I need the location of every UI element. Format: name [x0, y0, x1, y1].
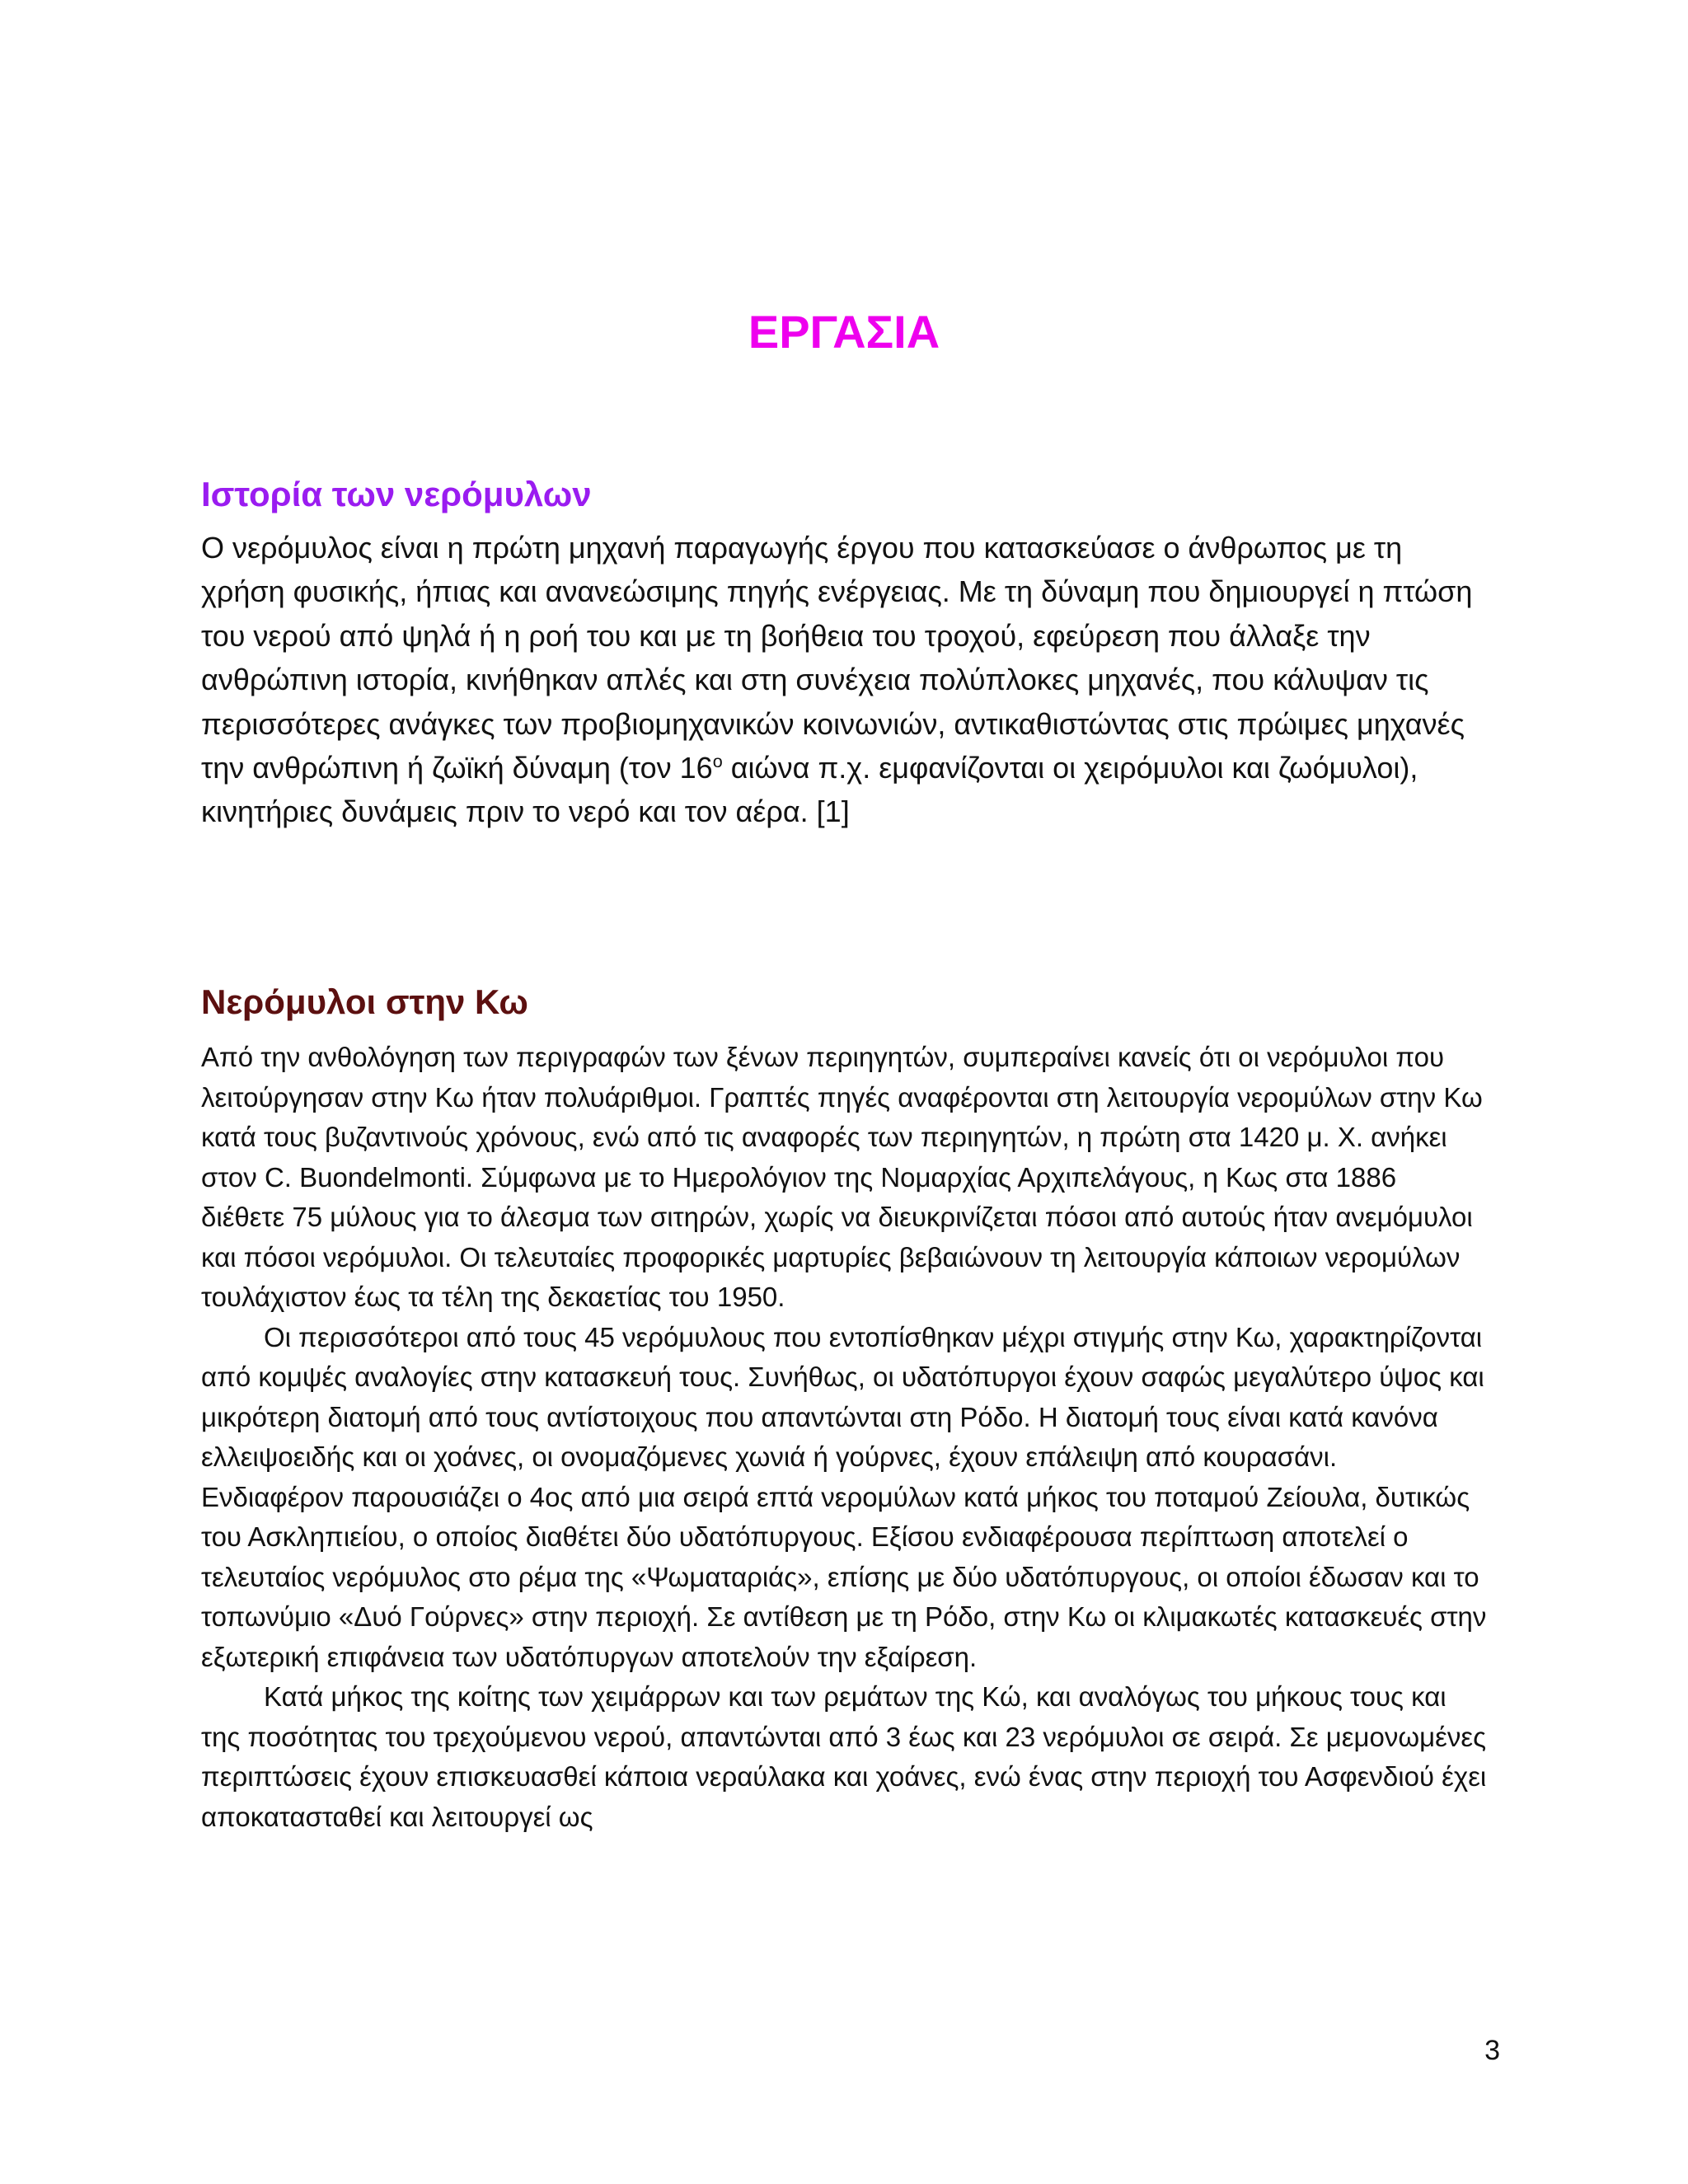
page-title: ΕΡΓΑΣΙΑ	[748, 306, 940, 358]
superscript-ordinal: ο	[712, 751, 723, 772]
section-history	[201, 470, 1487, 834]
section-paragraph	[201, 526, 1487, 834]
section-paragraph: Από την ανθολόγηση των περιγραφών των ξένων περιηγητών, συμπεραίνει κανείς ότι οι νερόμυλοι που λειτούργησαν στην Κω ήταν πολυάριθμοι. Γραπτές πηγές αναφέρονται στη λειτουργία νερομύλων στην Κω κατά τους βυζαντινούς χρόνους, ενώ από τις αναφορές των περιηγητών, η πρώτη στα 1420 μ. Χ. ανήκει στον C. Buondelmonti. Σύμφωνα με το Ημερολόγιον της Νομαρχίας Αρχιπελάγους, η Κως στα 1886 διέθετε 75 μύλους για το άλεσμα των σιτηρών, χωρίς να διευκρινίζεται πόσοι από αυτούς ήταν ανεμόμυλοι και πόσοι νερόμυλοι. Οι τελευταίες προφορικές μαρτυρίες βεβαιώνουν τη λειτουργία κάποιων νερομύλων τουλάχιστον έως τα τέλη της δεκαετίας του 1950.	[201, 1042, 1483, 1312]
section-kos	[201, 977, 1487, 1837]
section-heading-kos: Νερόμυλοι στην Κω	[201, 982, 528, 1021]
page-number: 3	[1484, 2035, 1500, 2066]
section-paragraph: Κατά μήκος της κοίτης των χειμάρρων και των ρεμάτων της Κώ, και αναλόγως του μήκους τους και της ποσότητας του τρεχούμενου νερού, απαντώνται από 3 έως και 23 νερόμυλοι σε σειρά. Σε μεμονωμένες περιπτώσεις έχουν επισκευασθεί κάποια νεραύλακα και χοάνες, ενώ ένας στην περιοχή του Ασφενδιού έχει αποκατασταθεί και λειτουργεί ως	[201, 1681, 1487, 1832]
section-heading-history: Ιστορία των νερόμυλων	[201, 475, 592, 513]
paragraph-text-continued: αιώνα π.χ. εμφανίζονται οι χειρόμυλοι και ζωόμυλοι), κινητήριες δυνάμεις πριν το νερό και τον αέρα. [1]	[201, 751, 1418, 829]
paragraph-text: Ο νερόμυλος είναι η πρώτη μηχανή παραγωγής έργου που κατασκεύασε ο άνθρωπος με τη χρήση φυσικής, ήπιας και ανανεώσιμης πηγής ενέργειας. Με τη δύναμη που δημιουργεί η πτώση του νερού από ψηλά ή η ροή του και με τη βοήθεια του τροχού, εφεύρεση που άλλαξε την ανθρώπινη ιστορία, κινήθηκαν απλές και στη συνέχεια πολύπλοκες μηχανές, που κάλυψαν τις περισσότερες ανάγκες των προβιομηχανικών κοινωνιών, αντικαθιστώντας στις πρώιμες μηχανές την ανθρώπινη ή ζωϊκή δύναμη (τον 16	[201, 531, 1473, 785]
section-paragraph: Οι περισσότεροι από τους 45 νερόμυλους που εντοπίσθηκαν μέχρι στιγμής στην Κω, χαρακτηρίζονται από κομψές αναλογίες στην κατασκευή τους. Συνήθως, οι υδατόπυργοι έχουν σαφώς μεγαλύτερο ύψος και μικρότερη διατομή από τους αντίστοιχους που απαντώνται στη Ρόδο. Η διατομή τους είναι κατά κανόνα ελλειψοειδής και οι χοάνες, οι ονομαζόμενες χωνιά ή γούρνες, έχουν επάλειψη από κουρασάνι. Ενδιαφέρον παρουσιάζει ο 4ος από μια σειρά επτά νερομύλων κατά μήκος του ποταμού Ζείουλα, δυτικώς του Ασκληπιείου, ο οποίος διαθέτει δύο υδατόπυργους. Εξίσου ενδιαφέρουσα περίπτωση αποτελεί ο τελευταίος νερόμυλος στο ρέμα της «Ψωματαριάς», επίσης με δύο υδατόπυργους, οι οποίοι έδωσαν και το τοπωνύμιο «Δυό Γούρνες» στην περιοχή. Σε αντίθεση με τη Ρόδο, στην Κω οι κλιμακωτές κατασκευές στην εξωτερική επιφάνεια των υδατόπυργων αποτελούν την εξαίρεση.	[201, 1321, 1487, 1672]
